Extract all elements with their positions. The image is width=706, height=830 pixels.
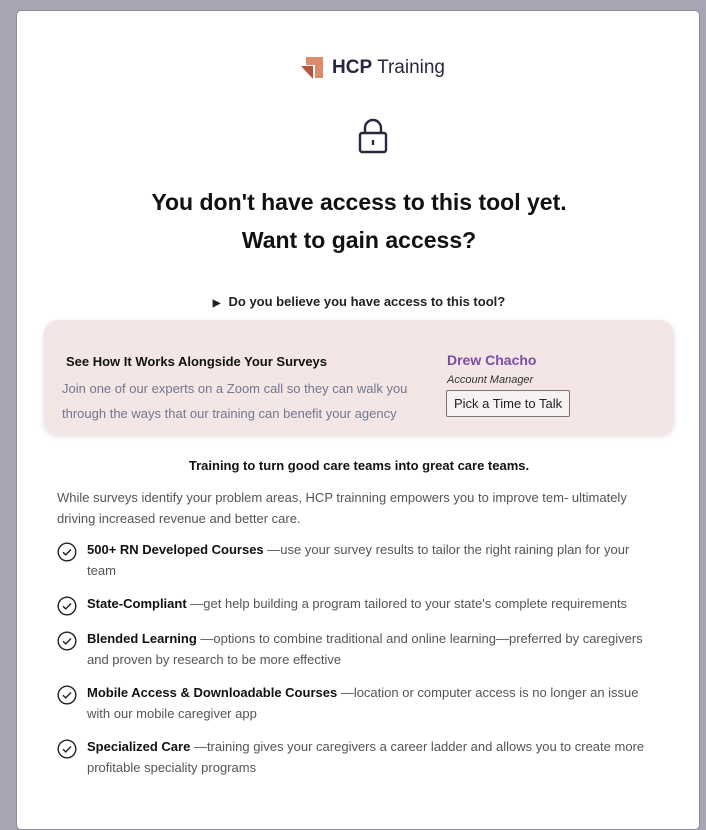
feature-desc: —location or computer access is no longer an issue with our mobile caregiver app bbox=[87, 685, 639, 721]
feature-title: Specialized Care bbox=[87, 739, 191, 754]
tagline: Training to turn good care teams into great care teams. bbox=[188, 458, 530, 473]
feature-title: Blended Learning bbox=[87, 631, 197, 646]
check-circle-icon bbox=[57, 542, 77, 562]
pick-time-button[interactable]: Pick a Time to Talk bbox=[446, 390, 570, 417]
brand-logo bbox=[300, 56, 445, 80]
check-circle-icon bbox=[57, 739, 77, 759]
feature-title: State-Compliant bbox=[87, 596, 187, 611]
feature-desc: —get help building a program tailored to your state's complete requirements bbox=[186, 596, 628, 611]
rep-name: Drew Chacho bbox=[447, 352, 537, 368]
feature-item bbox=[57, 539, 657, 581]
feature-item bbox=[57, 682, 657, 724]
intro-text: While surveys identify your problem areas, HCP trainning empowers you to improve tem- ultimately driving increased revenue and better care. bbox=[57, 490, 627, 526]
access-disclosure-toggle[interactable]: ▶ Do you believe you have access to this tool? bbox=[212, 294, 506, 309]
hcp-logo-icon bbox=[300, 56, 324, 80]
feature-desc: —options to combine traditional and online learning—preferred by caregivers and proven by research to be more effective bbox=[87, 631, 643, 667]
feature-title: 500+ RN Developed Courses bbox=[87, 542, 264, 557]
feature-title: Mobile Access & Downloadable Courses bbox=[87, 685, 338, 700]
check-circle-icon bbox=[57, 631, 77, 651]
feature-item bbox=[57, 593, 657, 616]
brand-bold: HCP bbox=[332, 57, 373, 78]
feature-desc: —use your survey results to tailor the right raining plan for your team bbox=[87, 542, 630, 578]
feature-desc: —training gives your caregivers a career ladder and allows you to create more profitable speciality programs bbox=[87, 739, 645, 775]
caret-right-icon: ▶ bbox=[212, 298, 221, 309]
feature-item bbox=[57, 628, 657, 670]
feature-item bbox=[57, 736, 657, 778]
feature-list bbox=[57, 539, 657, 790]
page-title: You don't have access to this tool yet. Want to gain access? bbox=[151, 189, 567, 253]
card-body: Join one of our experts on a Zoom call so they can walk you through the ways that our training can benefit your agency bbox=[62, 381, 408, 421]
card-title: See How It Works Alongside Your Surveys bbox=[65, 354, 328, 369]
demo-card bbox=[44, 320, 674, 435]
brand-rest: Training bbox=[377, 57, 446, 78]
lock-icon bbox=[357, 118, 389, 154]
check-circle-icon bbox=[57, 596, 77, 616]
access-modal bbox=[16, 10, 700, 830]
check-circle-icon bbox=[57, 685, 77, 705]
rep-role: Account Manager bbox=[447, 374, 534, 386]
